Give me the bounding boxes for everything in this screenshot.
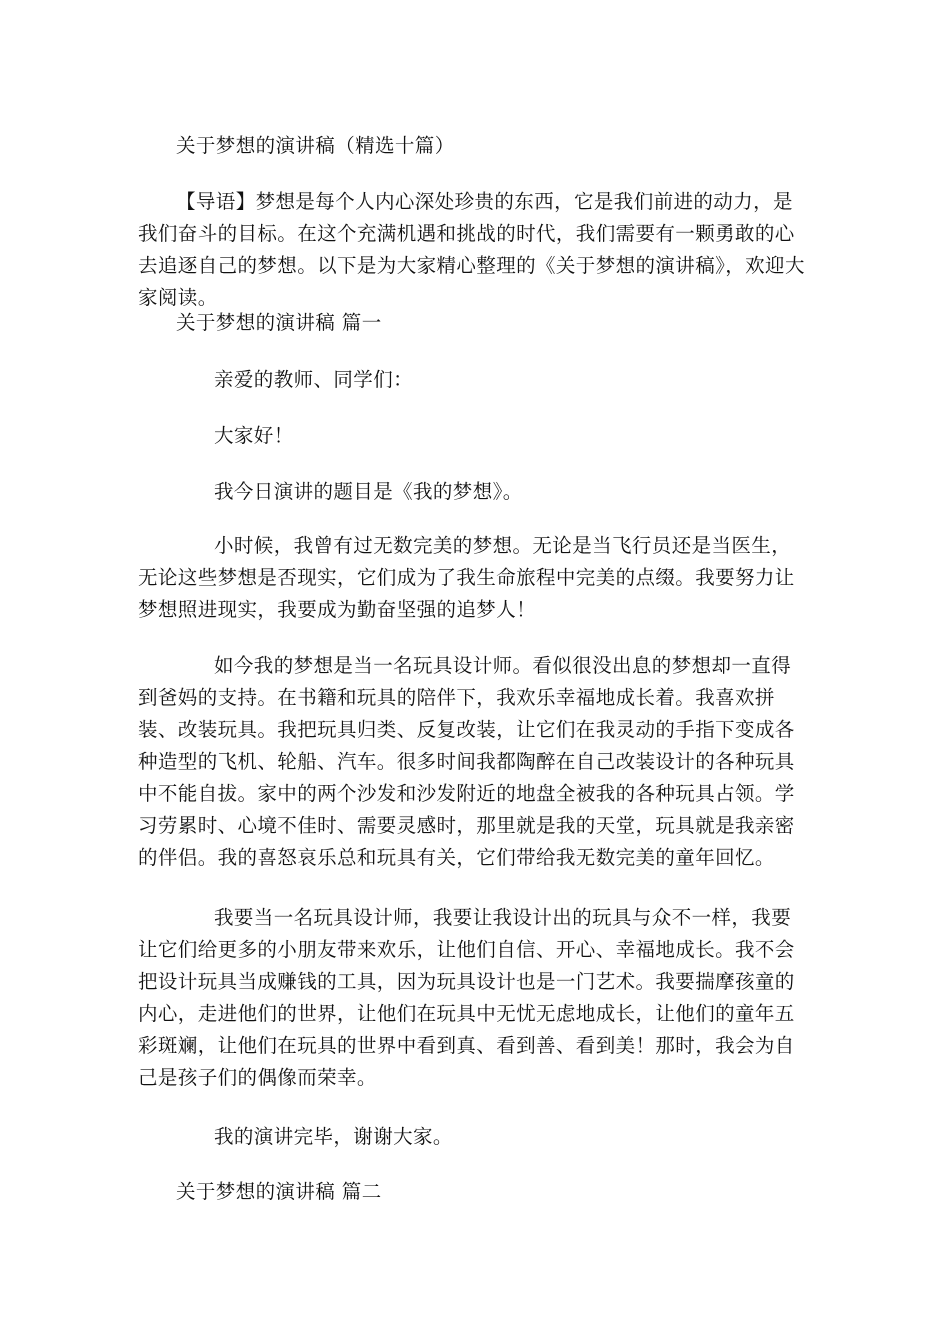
section-heading-2: 关于梦想的演讲稿 篇二 <box>176 1180 382 1203</box>
document-title: 关于梦想的演讲稿（精选十篇） <box>176 134 455 157</box>
body-paragraph-1: 小时候，我曾有过无数完美的梦想。无论是当飞行员还是当医生，无论这些梦想是否现实，它们成为了我生命旅程中完美的点缀。我要努力让梦想照进现实，我要成为勤奋坚强的追梦人！ <box>138 534 795 621</box>
salutation: 亲爱的教师、同学们： <box>214 368 414 391</box>
closing-line: 我的演讲完毕，谢谢大家。 <box>214 1125 453 1148</box>
greeting: 大家好！ <box>214 424 294 447</box>
section-heading-1: 关于梦想的演讲稿 篇一 <box>176 311 382 334</box>
body-paragraph-3: 我要当一名玩具设计师，我要让我设计出的玩具与众不一样，我要让它们给更多的小朋友带来欢乐，让他们自信、开心、幸福地成长。我不会把设计玩具当成赚钱的工具，因为玩具设计也是一门艺术。我要揣摩孩童的内心，走进他们的世界，让他们在玩具中无忧无虑地成长，让他们的童年五彩斑斓，让他们在玩具的世界中看到真、看到善、看到美！那时，我会为自己是孩子们的偶像而荣幸。 <box>138 906 795 1089</box>
speech-topic: 我今日演讲的题目是《我的梦想》。 <box>214 480 523 503</box>
body-paragraph-2: 如今我的梦想是当一名玩具设计师。看似很没出息的梦想却一直得到爸妈的支持。在书籍和玩具的陪伴下，我欢乐幸福地成长着。我喜欢拼装、改装玩具。我把玩具归类、反复改装，让它们在我灵动的手指下变成各种造型的飞机、轮船、汽车。很多时间我都陶醉在自己改装设计的各种玩具中不能自拔。家中的两个沙发和沙发附近的地盘全被我的各种玩具占领。学习劳累时、心境不佳时、需要灵感时，那里就是我的天堂，玩具就是我亲密的伴侣。我的喜怒哀乐总和玩具有关，它们带给我无数完美的童年回忆。 <box>138 654 795 869</box>
intro-paragraph: 【导语】梦想是每个人内心深处珍贵的东西，它是我们前进的动力，是我们奋斗的目标。在这个充满机遇和挑战的时代，我们需要有一颗勇敢的心去追逐自己的梦想。以下是为大家精心整理的《关于梦想的演讲稿》，欢迎大家阅读。 <box>138 190 805 309</box>
